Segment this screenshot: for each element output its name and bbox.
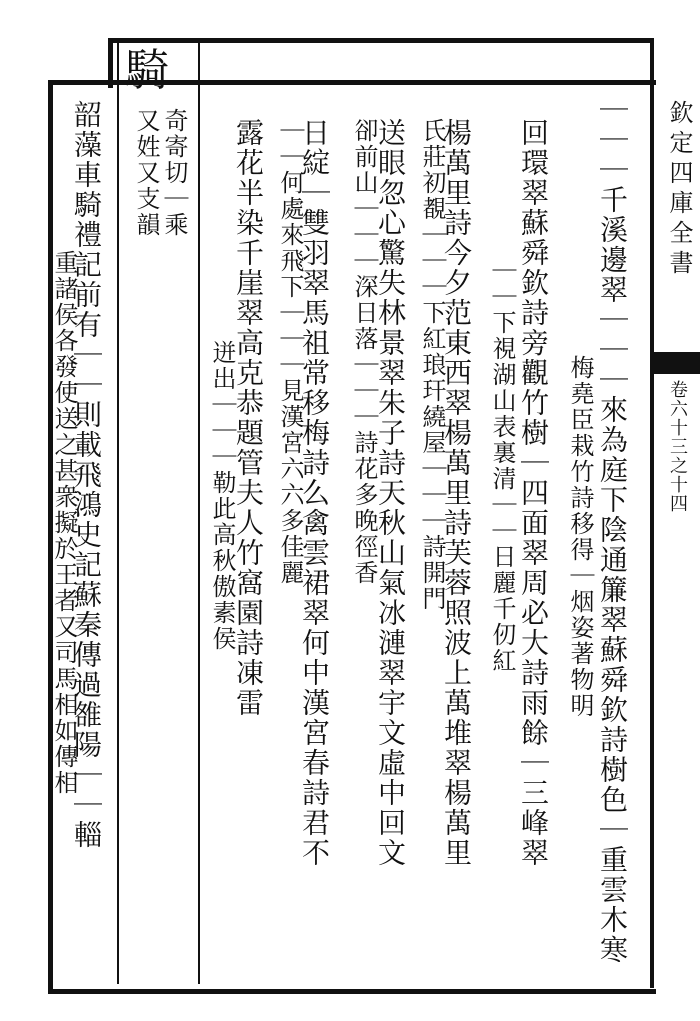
text-column: ｜｜何處來飛下｜｜｜見漢宮六六多佳麗: [276, 118, 304, 586]
fishtail-mark: [653, 352, 700, 374]
text-column: 氏莊初覩｜｜｜下紅琅玕繞屋｜｜｜詩開門: [418, 118, 446, 612]
text-column: 回環翠蘇舜欽詩旁觀竹樹｜四面翠周必大詩雨餘｜三峰翠: [517, 118, 550, 868]
volume-label: 卷六十三之十四: [667, 380, 688, 513]
text-column: 楊萬里詩今夕范東西翠楊萬里詩芙蓉照波上萬堆翠楊萬里: [440, 118, 473, 868]
text-column: 重諸侯各發使送之甚衆擬於王者又司馬相如傳相: [50, 250, 78, 796]
text-column: 卻前山｜｜｜深日落｜｜｜詩花多晚徑香: [350, 118, 378, 586]
text-column: 又姓又支韻: [132, 108, 160, 238]
head-character: 騎: [125, 45, 169, 96]
text-column: 韶藻車騎禮記前有｜｜則載飛鴻史記蘇秦傳過雒陽｜｜輜: [70, 100, 103, 850]
header-rule: [108, 38, 654, 43]
text-column: 送眼忽心驚失林景翠朱子詩天秋山氣冰漣翠宇文虛中回文: [374, 118, 407, 868]
text-column: ｜｜｜千溪邊翠｜｜｜來為庭下陰通簾翠蘇舜欽詩樹色｜重雲木寒: [596, 95, 629, 965]
text-column: 露花半染千崖翠高克恭題管夫人竹窩園詩凍雷: [232, 118, 265, 718]
column-divider: [117, 42, 119, 984]
text-column: 奇寄切｜乘: [160, 108, 188, 238]
text-column: 迸出｜｜｜勒此高秋傲素侯: [208, 340, 236, 652]
text-column: 梅堯臣栽竹詩移得｜烟姿著物明: [566, 355, 594, 719]
text-column: ｜｜下視湖山表裏清｜｜日麗千仞紅: [488, 258, 516, 674]
text-column: 日綻｜雙羽翠馬祖常移梅詩么禽雲裙翠何中漢宮春詩君不: [298, 118, 331, 868]
column-divider: [198, 42, 200, 984]
frame-right-rule: [650, 40, 654, 988]
book-title: 欽定四庫全書: [665, 100, 693, 280]
